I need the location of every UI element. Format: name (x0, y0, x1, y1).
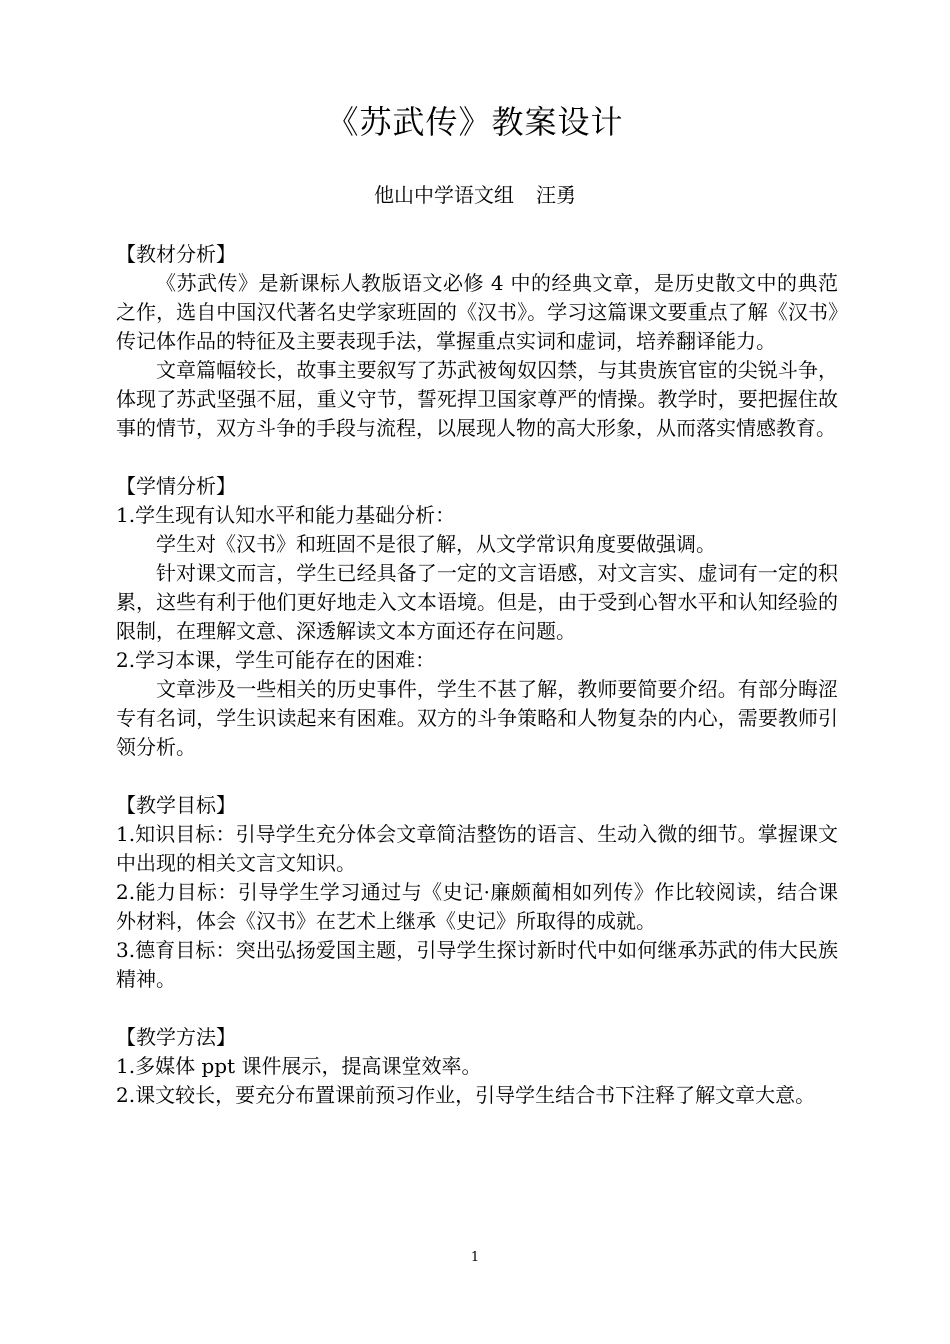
author-line (0, 180, 950, 210)
paragraph: 文章涉及一些相关的历史事件，学生不甚了解，教师要简要介绍。有部分晦涩专有名词，学生识读起来有困难。双方的斗争策略和人物复杂的内心，需要教师引领分析。 (116, 677, 838, 759)
page-number: 1 (470, 1250, 480, 1265)
paragraph: 《苏武传》是新课标人教版语文必修 4 中的经典文章，是历史散文中的典范之作，选自中国汉代著名史学家班固的《汉书》。学习这篇课文要重点了解《汉书》传记体作品的特征及主要表现手法，掌握重点实词和虚词，培养翻译能力。 (116, 271, 838, 353)
document-body (116, 240, 838, 1110)
author-name: 汪勇 (536, 183, 576, 207)
document-title: 《苏武传》教案设计 (326, 103, 624, 141)
section-heading-students: 【学情分析】 (116, 474, 236, 498)
list-item: 2.课文较长，要充分布置课前预习作业，引导学生结合书下注释了解文章大意。 (116, 1083, 816, 1107)
list-item: 2.学习本课，学生可能存在的困难： (116, 648, 436, 672)
list-item: 1.学生现有认知水平和能力基础分析： (116, 503, 456, 527)
list-item: 1.知识目标：引导学生充分体会文章简洁整饬的语言、生动入微的细节。掌握课文中出现的相关文言文知识。 (116, 822, 838, 875)
section-heading-methods: 【教学方法】 (116, 1025, 236, 1049)
paragraph: 学生对《汉书》和班固不是很了解，从文学常识角度要做强调。 (156, 532, 716, 556)
section-heading-material: 【教材分析】 (116, 242, 236, 266)
paragraph: 文章篇幅较长，故事主要叙写了苏武被匈奴囚禁，与其贵族官宦的尖锐斗争，体现了苏武坚强不屈，重义守节，誓死捍卫国家尊严的情操。教学时，要把握住故事的情节，双方斗争的手段与流程，以展现人物的高大形象，从而落实情感教育。 (116, 358, 838, 440)
author-school: 他山中学语文组 (374, 183, 514, 207)
paragraph: 针对课文而言，学生已经具备了一定的文言语感，对文言实、虚词有一定的积累，这些有利于他们更好地走入文本语境。但是，由于受到心智水平和认知经验的限制，在理解文意、深透解读文本方面还存在问题。 (116, 561, 838, 643)
list-item: 2.能力目标：引导学生学习通过与《史记·廉颇蔺相如列传》作比较阅读，结合课外材料，体会《汉书》在艺术上继承《史记》所取得的成就。 (116, 880, 838, 933)
section-heading-goals: 【教学目标】 (116, 793, 236, 817)
list-item: 1.多媒体 ppt 课件展示，提高课堂效率。 (116, 1054, 482, 1078)
list-item: 3.德育目标：突出弘扬爱国主题，引导学生探讨新时代中如何继承苏武的伟大民族精神。 (116, 938, 838, 991)
